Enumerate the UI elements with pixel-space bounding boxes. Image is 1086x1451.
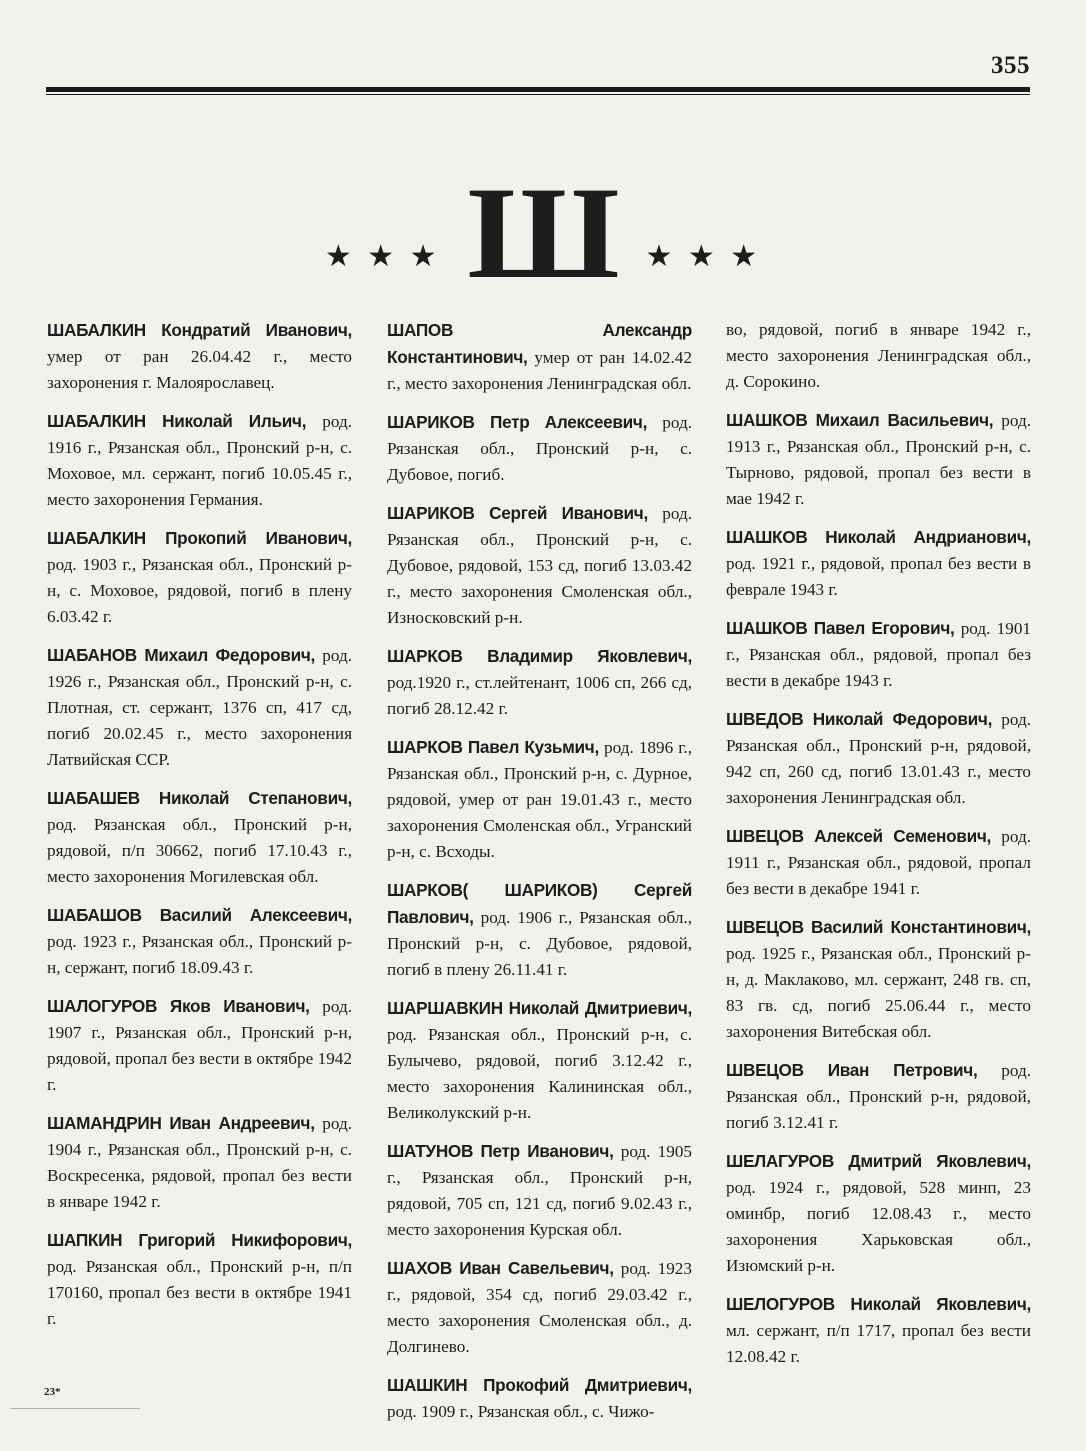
footer-divider <box>10 1408 140 1409</box>
entry-text: род. 1923 г., Рязанская обл., Пронский р-н, сержант, погиб 18.09.43 г. <box>47 932 352 977</box>
section-heading <box>0 159 1086 306</box>
entry-text: род. 1905 г., Рязанская обл., Пронский р-н, рядовой, 705 сп, 121 сд, погиб 9.02.43 г., место захоронения Курская обл. <box>387 1142 693 1239</box>
entry-name: ШАБАЛКИН Прокопий Иванович, <box>47 528 352 548</box>
list-item <box>47 408 352 513</box>
list-item <box>47 785 352 890</box>
entry-name: ШАХОВ Иван Савельевич, <box>387 1258 614 1278</box>
column-2 <box>387 317 692 1437</box>
entry-text: род. Рязанская обл., Пронский р-н, п/п 170160, пропал без вести в октябре 1941 г. <box>47 1257 352 1328</box>
entry-text: род. 1916 г., Рязанская обл., Пронский р-н, с. Моховое, мл. сержант, погиб 10.05.45 г., место захоронения Германия. <box>47 412 352 509</box>
entry-name: ШАШКОВ Михаил Васильевич, <box>726 410 994 430</box>
entry-text: род. 1903 г., Рязанская обл., Пронский р-н, с. Моховое, рядовой, погиб в плену 6.03.42 г. <box>47 555 352 626</box>
stars-right-icon: ★ ★ ★ <box>645 240 762 273</box>
list-item <box>387 1138 692 1243</box>
list-item <box>47 525 352 630</box>
entry-name: ШАРКОВ Павел Кузьмич, <box>387 737 599 757</box>
page-number: 355 <box>991 52 1030 79</box>
entry-text: род. 1907 г., Рязанская обл., Пронский р-н, рядовой, пропал без вести в октябре 1942 г. <box>47 997 352 1094</box>
entry-name: ШВЕЦОВ Василий Константинович, <box>726 917 1031 937</box>
list-item <box>726 524 1031 603</box>
list-item <box>387 643 692 722</box>
list-item <box>726 823 1031 902</box>
list-item <box>47 317 352 396</box>
entry-name: ШВЕЦОВ Иван Петрович, <box>726 1060 978 1080</box>
header-rule-thin <box>46 94 1030 95</box>
entry-text: умер от ран 14.02.42 г., место захоронения Ленинградская обл. <box>387 348 692 393</box>
entry-name: ШАТУНОВ Петр Иванович, <box>387 1141 614 1161</box>
entry-name: ШАБАНОВ Михаил Федорович, <box>47 645 315 665</box>
entry-text: род. 1924 г., рядовой, 528 минп, 23 оминбр, погиб 12.08.43 г., место захоронения Харьковская обл., Изюмский р-н. <box>726 1178 1031 1275</box>
signature-mark: 23* <box>44 1386 61 1398</box>
entry-text: род. Рязанская обл., Пронский р-н, рядовой, п/п 30662, погиб 17.10.43 г., место захоронения Могилевская обл. <box>47 815 352 886</box>
entry-text: умер от ран 26.04.42 г., место захоронения г. Малоярославец. <box>47 347 352 392</box>
list-item <box>47 993 352 1098</box>
entry-text: род. 1921 г., рядовой, пропал без вести в феврале 1943 г. <box>726 554 1031 599</box>
entry-text: род. 1901 г., Рязанская обл., рядовой, пропал без вести в декабре 1943 г. <box>726 619 1032 690</box>
entry-text: род. Рязанская обл., Пронский р-н, рядовой, погиб 3.12.41 г. <box>726 1061 1032 1132</box>
column-1 <box>47 317 352 1344</box>
entry-text: род. 1904 г., Рязанская обл., Пронский р-н, с. Воскресенка, рядовой, пропал без вести в январе 1942 г. <box>47 1114 352 1211</box>
entry-text: род. 1925 г., Рязанская обл., Пронский р-н, д. Маклаково, мл. сержант, 248 гв. сп, 83 гв. сд, погиб 25.06.44 г., место захоронения Витебская обл. <box>726 944 1031 1041</box>
list-item <box>387 1372 692 1425</box>
stars-left-icon: ★ ★ ★ <box>324 240 441 273</box>
entry-text: род. 1911 г., Рязанская обл., рядовой, пропал без вести в декабре 1941 г. <box>726 827 1032 898</box>
entry-name: ШАРИКОВ Петр Алексеевич, <box>387 412 648 432</box>
entry-name: ШАШКИН Прокофий Дмитриевич, <box>387 1375 692 1395</box>
list-item <box>387 409 692 488</box>
entry-name: ШВЕЦОВ Алексей Семенович, <box>726 826 991 846</box>
entry-name: ШАМАНДРИН Иван Андреевич, <box>47 1113 315 1133</box>
entry-text: род. Рязанская обл., Пронский р-н, рядовой, 942 сп, 260 сд, погиб 13.01.43 г., место захоронения Ленинградская обл. <box>726 710 1031 807</box>
entry-text: род. 1909 г., Рязанская обл., с. Чижо- <box>387 1402 655 1421</box>
entry-text: род. 1926 г., Рязанская обл., Пронский р-н, с. Плотная, ст. сержант, 1376 сп, 417 сд, погиб 20.02.45 г., место захоронения Латвийская ССР. <box>47 646 353 769</box>
list-item <box>47 642 352 773</box>
entry-text: мл. сержант, п/п 1717, пропал без вести 12.08.42 г. <box>726 1321 1031 1366</box>
header-rule-thick <box>46 87 1030 92</box>
list-item <box>726 1291 1031 1370</box>
entry-text: род. 1913 г., Рязанская обл., Пронский р-н, с. Тырново, рядовой, пропал без вести в мае 1942 г. <box>726 411 1032 508</box>
list-item <box>387 995 692 1126</box>
entry-text: род.1920 г., ст.лейтенант, 1006 сп, 266 сд, погиб 28.12.42 г. <box>387 673 692 718</box>
entry-name: ШАРКОВ Владимир Яковлевич, <box>387 646 692 666</box>
list-item <box>726 407 1031 512</box>
entry-name: ШАШКОВ Павел Егорович, <box>726 618 955 638</box>
entry-name: ШАБАЛКИН Кондратий Иванович, <box>47 320 352 340</box>
column-3 <box>726 317 1031 1382</box>
list-item <box>726 317 1031 395</box>
entry-name: ШАБАЛКИН Николай Ильич, <box>47 411 307 431</box>
entry-name: ШАРКОВ( ШАРИКОВ) Сергей Павлович, <box>387 880 692 927</box>
entry-name: ШЕЛОГУРОВ Николай Яковлевич, <box>726 1294 1031 1314</box>
entry-name: ШАПОВ Александр Константинович, <box>387 320 692 367</box>
entry-name: ШАБАШОВ Василий Алексеевич, <box>47 905 352 925</box>
entry-text: род. 1896 г., Рязанская обл., Пронский р-н, с. Дурное, рядовой, умер от ран 19.01.43 г., место захоронения Смоленская обл., Угранский р-н, с. Всходы. <box>387 738 692 861</box>
section-letter: Ш <box>466 159 620 306</box>
list-item <box>726 914 1031 1045</box>
entry-text: род. Рязанская обл., Пронский р-н, с. Булычево, рядовой, погиб 3.12.42 г., место захоронения Калининская обл., Великолукский р-н. <box>387 1025 692 1122</box>
entry-name: ШАЛОГУРОВ Яков Иванович, <box>47 996 310 1016</box>
entry-name: ШВЕДОВ Николай Федорович, <box>726 709 993 729</box>
list-item <box>47 902 352 981</box>
entry-name: ШЕЛАГУРОВ Дмитрий Яковлевич, <box>726 1151 1031 1171</box>
entry-text: род. 1923 г., рядовой, 354 сд, погиб 29.03.42 г., место захоронения Смоленская обл., д. Долгинево. <box>387 1259 692 1356</box>
entry-text: род. Рязанская обл., Пронский р-н, с. Дубовое, рядовой, 153 сд, погиб 13.03.42 г., место захоронения Смоленская обл., Износковский р-н. <box>387 504 692 627</box>
list-item <box>47 1110 352 1215</box>
list-item <box>387 1255 692 1360</box>
entry-text: род. Рязанская обл., Пронский р-н, с. Дубовое, погиб. <box>387 413 693 484</box>
list-item <box>387 317 692 397</box>
list-item <box>387 734 692 865</box>
entry-name: ШАБАШЕВ Николай Степанович, <box>47 788 352 808</box>
entry-name: ШАРШАВКИН Николай Дмитриевич, <box>387 998 692 1018</box>
entry-name: ШАРИКОВ Сергей Иванович, <box>387 503 648 523</box>
list-item <box>726 615 1031 694</box>
list-item <box>726 1148 1031 1279</box>
entry-name: ШАШКОВ Николай Андрианович, <box>726 527 1031 547</box>
list-item <box>387 500 692 631</box>
list-item <box>47 1227 352 1332</box>
entry-text: во, рядовой, погиб в январе 1942 г., место захоронения Ленинградская обл., д. Сорокино. <box>726 320 1031 391</box>
list-item <box>726 706 1031 811</box>
entry-text: род. 1906 г., Рязанская обл., Пронский р-н, с. Дубовое, рядовой, погиб в плену 26.11.41 г. <box>387 908 692 979</box>
list-item <box>387 877 692 983</box>
list-item <box>726 1057 1031 1136</box>
entry-name: ШАПКИН Григорий Никифорович, <box>47 1230 352 1250</box>
